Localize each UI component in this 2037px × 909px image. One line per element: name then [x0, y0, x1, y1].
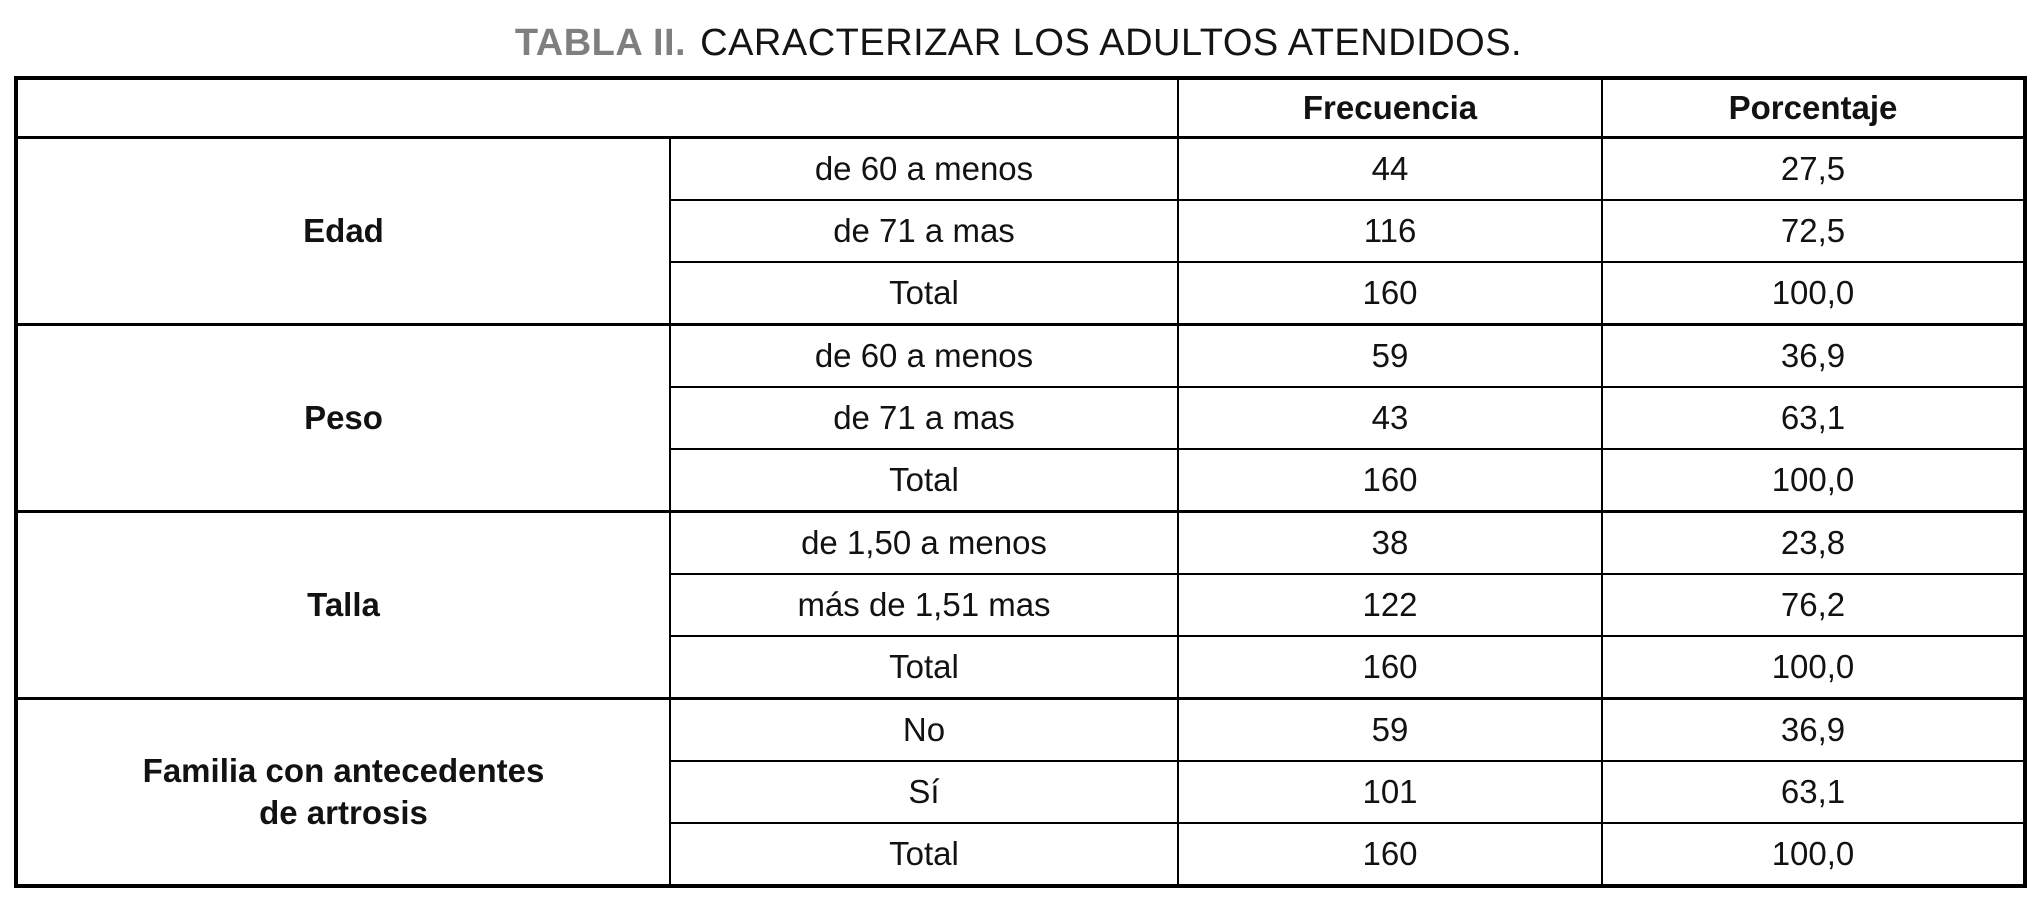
category-label: Peso [304, 399, 383, 436]
frequency-cell: 44 [1178, 138, 1602, 201]
percentage-cell: 72,5 [1602, 200, 2025, 262]
row-label-cell: de 60 a menos [670, 138, 1178, 201]
row-label-cell: Total [670, 262, 1178, 325]
row-label-cell: Sí [670, 761, 1178, 823]
header-frequency: Frecuencia [1178, 78, 1602, 138]
category-label: Edad [303, 212, 384, 249]
table-number-label: TABLA II. [514, 22, 687, 64]
row-label-cell: Total [670, 636, 1178, 699]
percentage-cell: 76,2 [1602, 574, 2025, 636]
frequency-cell: 160 [1178, 449, 1602, 512]
frequency-cell: 160 [1178, 262, 1602, 325]
table-row [16, 512, 2025, 575]
row-label-cell: de 71 a mas [670, 200, 1178, 262]
percentage-cell: 23,8 [1602, 512, 2025, 575]
header-row [16, 78, 2025, 138]
frequency-cell: 122 [1178, 574, 1602, 636]
percentage-cell: 100,0 [1602, 262, 2025, 325]
percentage-cell: 100,0 [1602, 449, 2025, 512]
frequency-cell: 59 [1178, 325, 1602, 388]
frequency-cell: 116 [1178, 200, 1602, 262]
frequency-cell: 160 [1178, 636, 1602, 699]
row-label-cell: más de 1,51 mas [670, 574, 1178, 636]
row-label-cell: Total [670, 823, 1178, 886]
category-cell [16, 138, 670, 325]
table-row [16, 325, 2025, 388]
category-cell [16, 699, 670, 887]
percentage-cell: 100,0 [1602, 636, 2025, 699]
category-cell [16, 325, 670, 512]
row-label-cell: de 1,50 a menos [670, 512, 1178, 575]
page-title [0, 0, 2037, 64]
category-label: Familia con antecedentes [142, 752, 545, 789]
percentage-cell: 36,9 [1602, 325, 2025, 388]
table-title-text: CARACTERIZAR LOS ADULTOS ATENDIDOS. [700, 22, 1523, 64]
frequency-cell: 43 [1178, 387, 1602, 449]
row-label-cell: Total [670, 449, 1178, 512]
frequency-table [14, 76, 2027, 888]
table-row [16, 699, 2025, 762]
row-label-cell: de 60 a menos [670, 325, 1178, 388]
frequency-cell: 101 [1178, 761, 1602, 823]
frequency-cell: 38 [1178, 512, 1602, 575]
category-cell [16, 512, 670, 699]
percentage-cell: 63,1 [1602, 761, 2025, 823]
percentage-cell: 100,0 [1602, 823, 2025, 886]
row-label-cell: de 71 a mas [670, 387, 1178, 449]
header-empty-cell [16, 78, 1178, 138]
frequency-cell: 160 [1178, 823, 1602, 886]
frequency-cell: 59 [1178, 699, 1602, 762]
category-label-line2: de artrosis [259, 794, 428, 831]
percentage-cell: 63,1 [1602, 387, 2025, 449]
table-row [16, 138, 2025, 201]
percentage-cell: 27,5 [1602, 138, 2025, 201]
percentage-cell: 36,9 [1602, 699, 2025, 762]
category-label: Talla [307, 586, 380, 623]
row-label-cell: No [670, 699, 1178, 762]
header-percentage: Porcentaje [1602, 78, 2025, 138]
